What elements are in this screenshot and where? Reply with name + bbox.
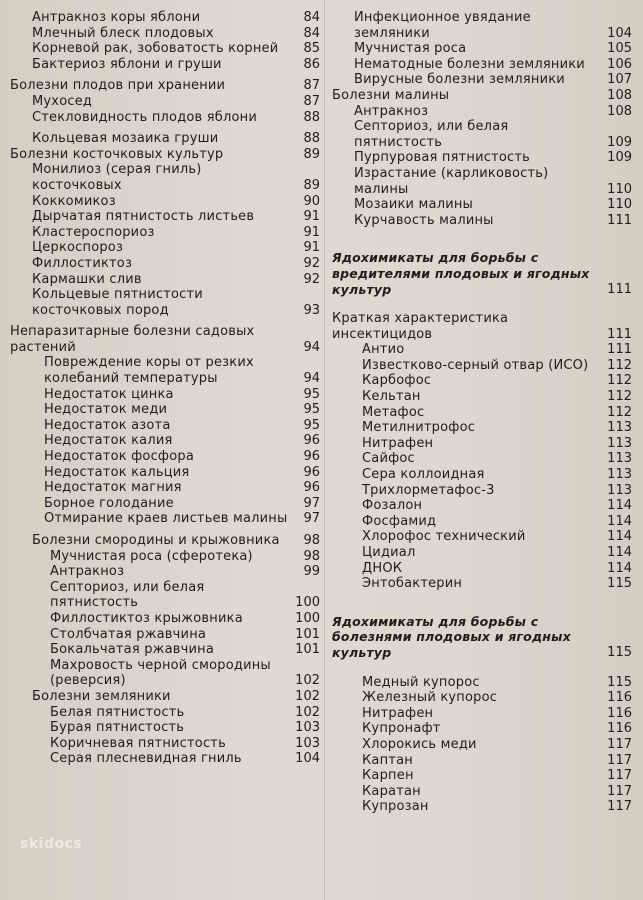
toc-entry-title: Израстание (карликовость) малины <box>354 165 549 197</box>
toc-entry-title: Коккомикоз <box>32 193 116 209</box>
toc-entry-page: 112 <box>607 389 632 405</box>
toc-entry-title: Недостаток меди <box>44 402 168 418</box>
toc-entry-page: 95 <box>303 417 320 433</box>
toc-entry <box>10 10 320 26</box>
toc-entry <box>332 545 632 561</box>
toc-entry-title: Болезни малины <box>332 87 450 103</box>
toc-entry-title: Антио <box>362 342 405 358</box>
toc-entry-title: Корневой рак, зобоватость корней <box>32 41 279 57</box>
toc-entry-page: 89 <box>303 146 320 162</box>
toc-entry <box>332 436 632 452</box>
toc-entry <box>10 272 320 288</box>
toc-entry-page: 84 <box>303 10 320 25</box>
toc-entry <box>332 753 632 769</box>
toc-entry <box>332 737 632 753</box>
toc-entry-page: 94 <box>303 339 320 355</box>
toc-entry-page: 112 <box>607 404 632 420</box>
toc-entry-title: Монилиоз (серая гниль) косточковых <box>32 162 202 193</box>
watermark: skidocs <box>20 836 83 852</box>
toc-entry <box>10 131 320 147</box>
toc-entry-title: Недостаток цинка <box>44 386 174 402</box>
toc-entry-title: Болезни земляники <box>32 688 171 704</box>
toc-entry-page: 109 <box>607 134 632 150</box>
toc-entry <box>332 483 632 499</box>
toc-entry-title: Махровость черной смородины (реверсия) <box>50 657 271 689</box>
toc-entry-title: Кельтан <box>362 389 421 405</box>
toc-entry-title: Медный купорос <box>362 674 480 690</box>
toc-entry-page: 116 <box>607 690 632 706</box>
toc-entry <box>10 324 320 355</box>
toc-entry-page: 112 <box>607 373 632 389</box>
toc-entry-title: Карбофос <box>362 373 432 389</box>
toc-entry-page: 115 <box>607 576 632 592</box>
toc-entry-title: Серая плесневидная гниль <box>50 751 242 767</box>
toc-entry <box>10 26 320 42</box>
toc-entry-title: Каратан <box>362 783 421 799</box>
toc-entry-page: 114 <box>607 560 632 576</box>
toc-entry-page: 92 <box>303 255 320 271</box>
toc-entry <box>10 751 320 767</box>
toc-entry-title: Сайфос <box>362 451 415 467</box>
toc-entry <box>10 78 320 94</box>
toc-entry-page: 111 <box>607 326 632 342</box>
toc-entry <box>10 162 320 193</box>
toc-entry-page: 112 <box>607 357 632 373</box>
toc-entry-page: 101 <box>295 626 320 642</box>
toc-entry-title: Мухосед <box>32 93 93 109</box>
toc-entry-title: Бурая пятнистость <box>50 720 185 736</box>
toc-entry <box>332 451 632 467</box>
toc-entry <box>10 736 320 752</box>
toc-entry-title: Каптан <box>362 752 413 768</box>
toc-entry-page: 102 <box>295 704 320 720</box>
toc-entry-title: Недостаток фосфора <box>44 449 195 465</box>
toc-entry <box>10 194 320 210</box>
toc-entry-title: Антракноз <box>50 564 125 580</box>
toc-entry <box>10 720 320 736</box>
toc-entry <box>10 387 320 403</box>
toc-entry-page: 85 <box>303 41 320 57</box>
toc-entry-title: Курчавость малины <box>354 212 494 228</box>
toc-entry <box>10 658 320 689</box>
toc-entry-page: 110 <box>607 197 632 213</box>
toc-entry-page: 113 <box>607 482 632 498</box>
toc-entry-page: 103 <box>295 720 320 736</box>
toc-entry-page: 107 <box>607 72 632 88</box>
toc-entry-title: Недостаток азота <box>44 417 171 433</box>
toc-entry <box>332 514 632 530</box>
toc-entry-title: Хлорофос технический <box>362 529 526 545</box>
toc-entry-page: 95 <box>303 386 320 402</box>
toc-entry-page: 97 <box>303 511 320 527</box>
toc-entry-page: 111 <box>607 212 632 228</box>
toc-entry <box>10 287 320 318</box>
toc-entry-title: Бактериоз яблони и груши <box>32 56 222 72</box>
toc-entry-title: Повреждение коры от резких колебаний температуры <box>44 355 254 387</box>
toc-entry <box>332 358 632 374</box>
toc-entry-page: 117 <box>607 736 632 752</box>
toc-entry <box>10 549 320 565</box>
toc-entry <box>10 94 320 110</box>
toc-entry-title: Недостаток калия <box>44 433 173 449</box>
toc-entry-title: Кармашки слив <box>32 271 142 287</box>
toc-entry-title: Вирусные болезни земляники <box>354 72 565 88</box>
toc-entry-title: Кольцевые пятнистости косточковых пород <box>32 287 203 318</box>
toc-entry-title: Филлостиктоз крыжовника <box>50 610 243 626</box>
toc-entry-title: Фосфамид <box>362 513 437 529</box>
toc-column-right <box>332 10 632 815</box>
toc-entry-page: 115 <box>607 644 632 660</box>
toc-entry-title: Болезни косточковых культур <box>10 146 224 162</box>
toc-entry <box>10 611 320 627</box>
toc-entry-title: Болезни смородины и крыжовника <box>32 533 280 548</box>
toc-entry-page: 84 <box>303 25 320 41</box>
toc-entry-page: 116 <box>607 705 632 721</box>
toc-entry-page: 114 <box>607 513 632 529</box>
toc-entry-page: 93 <box>303 302 320 318</box>
toc-entry-page: 110 <box>607 181 632 197</box>
toc-entry-page: 117 <box>607 783 632 799</box>
toc-entry <box>10 41 320 57</box>
toc-entry <box>10 705 320 721</box>
toc-entry <box>10 564 320 580</box>
toc-entry-title: Белая пятнистость <box>50 704 185 720</box>
toc-entry-page: 97 <box>303 495 320 511</box>
toc-entry-page: 115 <box>607 674 632 690</box>
toc-entry-title: Кластероспориоз <box>32 224 155 240</box>
toc-entry-page: 104 <box>295 751 320 767</box>
toc-entry-title: Антракноз коры яблони <box>32 10 201 25</box>
toc-entry-page: 108 <box>607 103 632 119</box>
toc-entry-page: 96 <box>303 433 320 449</box>
toc-entry <box>332 119 632 150</box>
toc-entry <box>332 675 632 691</box>
toc-entry-page: 102 <box>295 688 320 704</box>
toc-entry <box>10 511 320 527</box>
toc-entry-page: 111 <box>607 281 632 297</box>
toc-entry-page: 117 <box>607 799 632 815</box>
toc-entry-title: Недостаток магния <box>44 480 182 496</box>
toc-entry <box>332 389 632 405</box>
toc-entry-page: 113 <box>607 435 632 451</box>
toc-entry-title: Известково-серный отвар (ИСО) <box>362 357 589 373</box>
toc-entry <box>10 480 320 496</box>
toc-entry <box>10 225 320 241</box>
toc-entry-title: Церкоспороз <box>32 240 124 256</box>
toc-entry <box>10 209 320 225</box>
toc-entry <box>10 256 320 272</box>
toc-entry-title: Борное голодание <box>44 495 174 511</box>
toc-entry-title: Хлорокись меди <box>362 736 477 752</box>
toc-entry-title: Нитрафен <box>362 435 434 451</box>
toc-entry <box>332 104 632 120</box>
toc-entry-title: Энтобактерин <box>362 576 463 592</box>
toc-entry-page: 94 <box>303 371 320 387</box>
toc-entry-page: 100 <box>295 595 320 611</box>
toc-entry <box>332 467 632 483</box>
toc-entry <box>332 88 632 104</box>
toc-entry-page: 109 <box>607 150 632 166</box>
toc-entry-page: 89 <box>303 177 320 193</box>
toc-entry-title: Стекловидность плодов яблони <box>32 109 257 125</box>
toc-entry <box>332 614 632 661</box>
toc-entry-title: Нематодные болезни земляники <box>354 56 585 72</box>
toc-entry-title: Ядохимикаты для борьбы с вредителями плодовых и ягодных культур <box>332 250 590 297</box>
toc-entry <box>10 240 320 256</box>
toc-entry-title: Мучнистая роса <box>354 41 467 57</box>
toc-entry <box>10 418 320 434</box>
toc-entry-page: 108 <box>607 87 632 103</box>
toc-entry-title: Краткая характеристика инсектицидов <box>332 311 509 342</box>
toc-entry <box>332 150 632 166</box>
toc-entry-page: 113 <box>607 451 632 467</box>
toc-entry-title: Ядохимикаты для борьбы с болезнями плодовых и ягодных культур <box>332 613 571 660</box>
toc-entry <box>332 420 632 436</box>
toc-entry-title: Сера коллоидная <box>362 467 485 483</box>
toc-entry-title: Бокальчатая ржавчина <box>50 642 214 658</box>
toc-entry <box>10 57 320 73</box>
toc-entry-page: 101 <box>295 642 320 658</box>
toc-entry-title: Антракноз <box>354 103 429 119</box>
toc-entry-page: 91 <box>303 224 320 240</box>
toc-entry-title: Трихлорметафос-3 <box>362 482 495 498</box>
toc-entry-title: Пурпуровая пятнистость <box>354 150 530 166</box>
toc-entry-title: ДНОК <box>362 560 403 576</box>
toc-entry <box>10 465 320 481</box>
toc-entry-title: Инфекционное увядание земляники <box>354 10 531 41</box>
toc-entry <box>332 41 632 57</box>
toc-entry <box>332 72 632 88</box>
toc-entry <box>10 147 320 163</box>
toc-entry-page: 87 <box>303 78 320 94</box>
toc-entry-title: Недостаток кальция <box>44 464 190 480</box>
toc-entry-page: 90 <box>303 193 320 209</box>
toc-entry <box>10 533 320 549</box>
toc-entry-title: Кольцевая мозаика груши <box>32 131 219 147</box>
toc-entry-page: 114 <box>607 529 632 545</box>
toc-entry <box>10 689 320 705</box>
toc-entry-page: 117 <box>607 752 632 768</box>
toc-entry-page: 87 <box>303 93 320 109</box>
toc-entry-page: 117 <box>607 768 632 784</box>
toc-entry-page: 98 <box>303 548 320 564</box>
toc-entry-page: 105 <box>607 41 632 57</box>
toc-entry-title: Цидиал <box>362 545 416 560</box>
toc-entry <box>332 57 632 73</box>
toc-entry-page: 106 <box>607 56 632 72</box>
toc-entry-page: 96 <box>303 480 320 496</box>
toc-entry-title: Филлостиктоз <box>32 255 133 271</box>
toc-entry <box>10 496 320 512</box>
toc-entry <box>332 311 632 342</box>
toc-entry <box>10 627 320 643</box>
toc-entry-page: 113 <box>607 467 632 483</box>
toc-entry-title: Млечный блеск плодовых <box>32 25 214 41</box>
toc-column-left <box>10 10 320 767</box>
toc-entry-title: Мозаики малины <box>354 197 474 213</box>
toc-entry-page: 113 <box>607 420 632 436</box>
toc-entry-title: Септориоз, или белая пятнистость <box>50 579 205 611</box>
toc-entry-title: Дырчатая пятнистость листьев <box>32 209 255 225</box>
toc-entry <box>332 197 632 213</box>
toc-entry-page: 95 <box>303 402 320 418</box>
toc-entry <box>332 373 632 389</box>
toc-entry-page: 91 <box>303 240 320 256</box>
toc-entry-title: Септориоз, или белая пятнистость <box>354 119 509 150</box>
toc-entry <box>10 433 320 449</box>
toc-entry-title: Карпен <box>362 768 414 784</box>
toc-entry-page: 116 <box>607 721 632 737</box>
toc-entry <box>332 250 632 297</box>
toc-entry-title: Коричневая пятнистость <box>50 735 226 751</box>
toc-entry-page: 96 <box>303 449 320 465</box>
toc-entry-title: Нитрафен <box>362 705 434 721</box>
toc-entry-page: 102 <box>295 673 320 689</box>
toc-entry-title: Метафос <box>362 404 425 420</box>
toc-entry-page: 96 <box>303 464 320 480</box>
toc-entry-page: 91 <box>303 209 320 225</box>
toc-entry-title: Мучнистая роса (сферотека) <box>50 548 253 564</box>
toc-entry <box>332 706 632 722</box>
toc-entry-title: Фозалон <box>362 498 423 514</box>
toc-entry <box>332 342 632 358</box>
toc-entry <box>10 580 320 611</box>
toc-entry-title: Метилнитрофос <box>362 420 476 436</box>
toc-entry-title: Купрозан <box>362 799 429 815</box>
toc-entry-page: 98 <box>303 533 320 548</box>
toc-entry <box>10 642 320 658</box>
toc-entry-page: 103 <box>295 735 320 751</box>
toc-entry <box>10 355 320 386</box>
toc-entry-page: 114 <box>607 545 632 560</box>
toc-entry-page: 114 <box>607 498 632 514</box>
toc-entry <box>332 799 632 815</box>
toc-entry-title: Непаразитарные болезни садовых растений <box>10 324 255 355</box>
toc-entry <box>332 10 632 41</box>
toc-entry <box>332 768 632 784</box>
toc-entry-title: Отмирание краев листьев малины <box>44 511 288 527</box>
toc-entry <box>332 529 632 545</box>
toc-entry <box>10 449 320 465</box>
toc-entry-page: 100 <box>295 610 320 626</box>
toc-entry-page: 86 <box>303 56 320 72</box>
toc-entry-page: 88 <box>303 131 320 147</box>
toc-entry-page: 104 <box>607 25 632 41</box>
toc-entry <box>332 405 632 421</box>
toc-entry <box>332 690 632 706</box>
toc-entry <box>10 402 320 418</box>
toc-entry-page: 111 <box>607 342 632 358</box>
toc-entry <box>332 784 632 800</box>
toc-entry-title: Столбчатая ржавчина <box>50 626 207 642</box>
toc-entry-page: 88 <box>303 109 320 125</box>
toc-entry-title: Болезни плодов при хранении <box>10 78 226 94</box>
toc-entry-title: Купронафт <box>362 721 441 737</box>
toc-entry <box>10 110 320 126</box>
toc-entry-page: 92 <box>303 271 320 287</box>
toc-entry <box>332 561 632 577</box>
toc-entry <box>332 576 632 592</box>
toc-entry <box>332 213 632 229</box>
toc-entry <box>332 166 632 197</box>
toc-entry <box>332 498 632 514</box>
toc-entry-page: 99 <box>303 564 320 580</box>
toc-entry <box>332 721 632 737</box>
toc-entry-title: Железный купорос <box>362 690 498 706</box>
